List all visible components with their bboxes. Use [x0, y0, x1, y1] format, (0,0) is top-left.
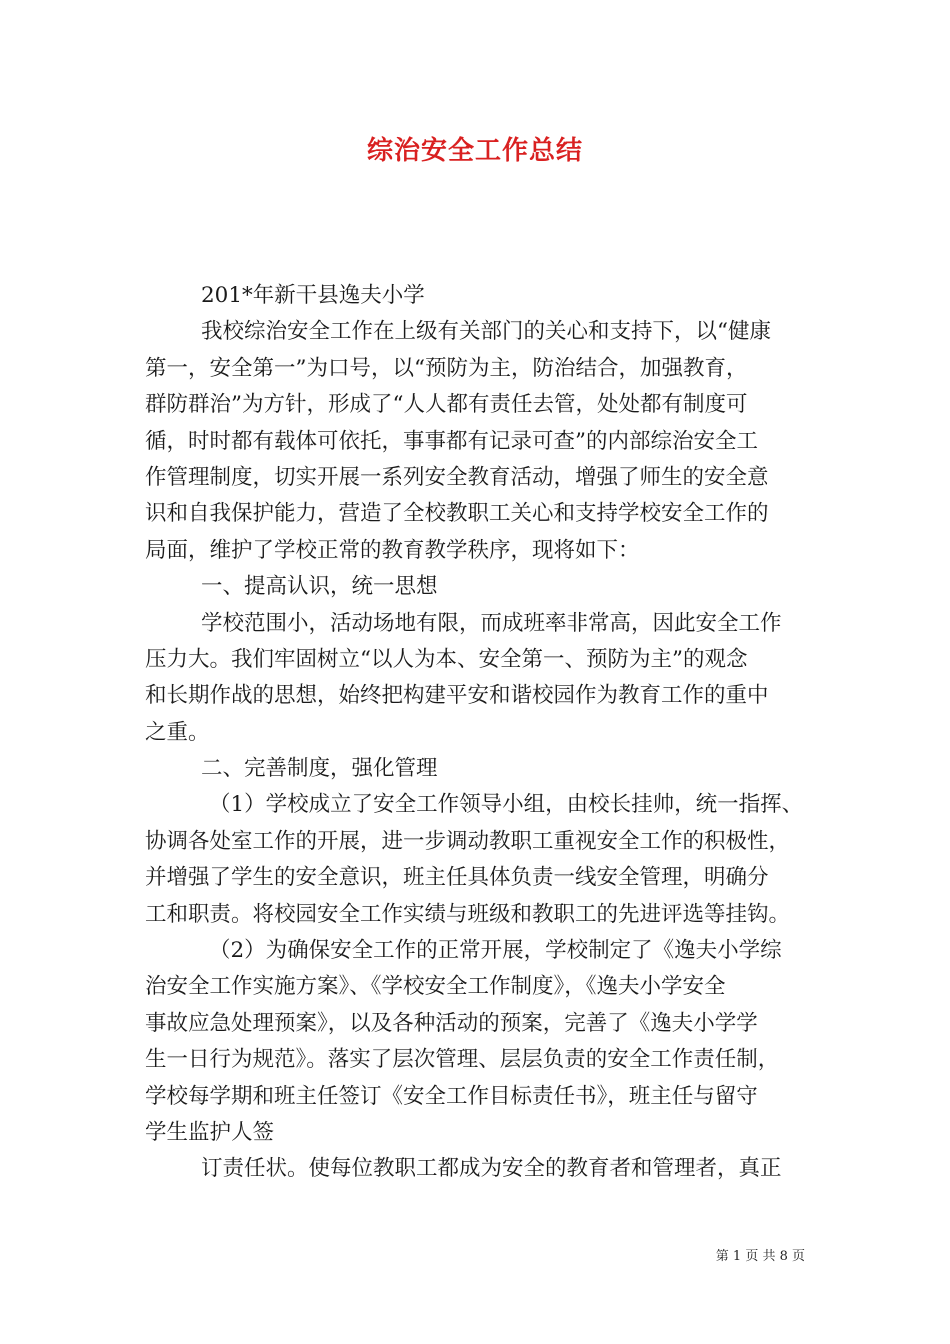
paragraph-line: （2）为确保安全工作的正常开展，学校制定了《逸夫小学综 — [209, 938, 782, 964]
paragraph-line: 局面，维护了学校正常的教育教学秩序，现将如下： — [145, 537, 640, 563]
document-body — [145, 278, 815, 1188]
paragraph-line: 订责任状。使每位教职工都成为安全的教育者和管理者，真正 — [201, 1156, 782, 1182]
paragraph-line: 第一，安全第一”为口号，以“预防为主，防治结合，加强教育， — [145, 355, 748, 381]
paragraph-line: 生一日行为规范》。落实了层次管理、层层负责的安全工作责任制， — [145, 1047, 780, 1073]
paragraph-line: 识和自我保护能力，营造了全校教职工关心和支持学校安全工作的 — [145, 501, 769, 527]
paragraph-line: 压力大。我们牢固树立“以人为本、安全第一、预防为主”的观念 — [145, 646, 748, 672]
paragraph-line: （1）学校成立了安全工作领导小组，由校长挂帅，统一指挥、 — [209, 792, 804, 818]
paragraph-line: 治安全工作实施方案》、《学校安全工作制度》，《逸夫小学安全 — [145, 974, 726, 1000]
school-line: 201*年新干县逸夫小学 — [201, 283, 425, 308]
paragraph-line: 工和职责。将校园安全工作实绩与班级和教职工的先进评选等挂钩。 — [145, 901, 791, 927]
page-number-footer: 第 1 页 共 8 页 — [715, 1249, 805, 1264]
paragraph-line: 我校综治安全工作在上级有关部门的关心和支持下，以“健康 — [201, 319, 771, 345]
paragraph-line: 作管理制度，切实开展一系列安全教育活动，增强了师生的安全意 — [145, 464, 769, 490]
paragraph-line: 学校范围小，活动场地有限，而成班率非常高，因此安全工作 — [201, 610, 782, 636]
paragraph-line: 之重。 — [145, 719, 210, 745]
paragraph-line: 循，时时都有载体可依托，事事都有记录可查”的内部综治安全工 — [145, 428, 758, 454]
paragraph-line: 学生监护人签 — [145, 1119, 275, 1145]
section-heading-2: 二、完善制度，强化管理 — [201, 756, 438, 782]
paragraph-line: 事故应急处理预案》，以及各种活动的预案，完善了《逸夫小学学 — [145, 1010, 758, 1036]
paragraph-line: 协调各处室工作的开展，进一步调动教职工重视安全工作的积极性， — [145, 828, 791, 854]
section-heading-1: 一、提高认识，统一思想 — [201, 574, 438, 600]
paragraph-line: 并增强了学生的安全意识，班主任具体负责一线安全管理，明确分 — [145, 865, 769, 891]
paragraph-line: 学校每学期和班主任签订《安全工作目标责任书》，班主任与留守 — [145, 1083, 758, 1109]
paragraph-line: 群防群治”为方针，形成了“人人都有责任去管，处处都有制度可 — [145, 392, 748, 418]
paragraph-line: 和长期作战的思想，始终把构建平安和谐校园作为教育工作的重中 — [145, 683, 769, 709]
document-title: 综治安全工作总结 — [366, 136, 583, 166]
